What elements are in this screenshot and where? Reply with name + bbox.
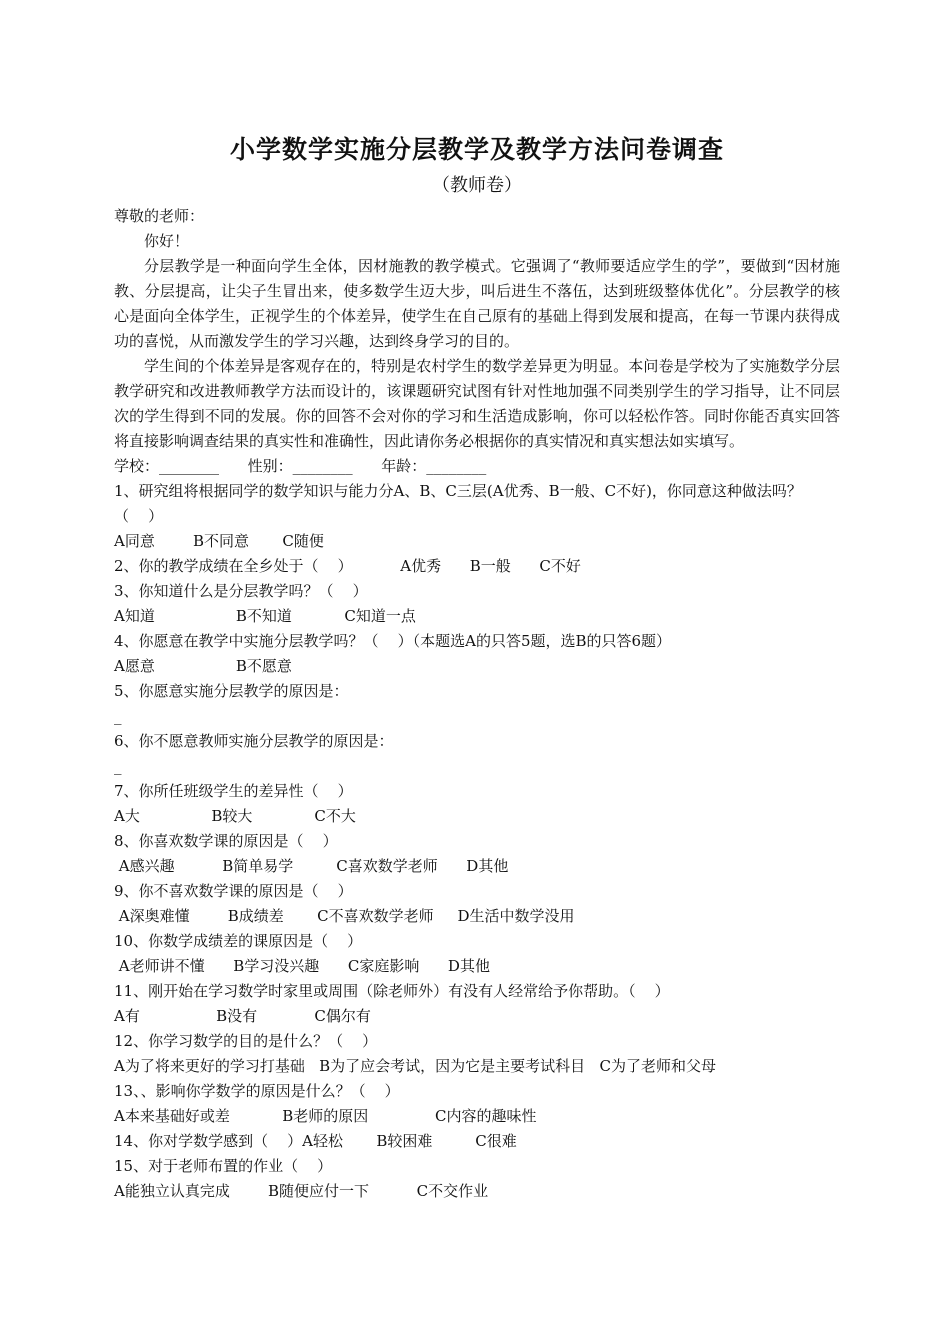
question-11-options: A有 B没有 C偶尔有 xyxy=(114,1007,371,1025)
question-6: 6、你不愿意教师实施分层教学的原因是： xyxy=(114,732,394,750)
question-11: 11、刚开始在学习数学时家里或周围（除老师外）有没有人经常给予你帮助。（ ） xyxy=(114,982,670,1000)
greeting: 尊敬的老师： xyxy=(114,207,205,225)
question-9: 9、你不喜欢数学课的原因是（ ） xyxy=(114,882,353,900)
question-3-options: A知道 B不知道 C知道一点 xyxy=(114,607,416,625)
question-15-options: A能独立认真完成 B随便应付一下 C不交作业 xyxy=(114,1182,489,1200)
document-title: 小学数学实施分层教学及教学方法问卷调查 xyxy=(229,135,724,164)
question-8-options: A感兴趣 B简单易学 C喜欢数学老师 D其他 xyxy=(114,857,509,875)
question-8: 8、你喜欢数学课的原因是（ ） xyxy=(114,832,338,850)
question-1-blank: （ ） xyxy=(114,507,164,525)
question-3: 3、你知道什么是分层教学吗？（ ） xyxy=(114,582,368,600)
question-13-options: A本来基础好或差 B老师的原因 C内容的趣味性 xyxy=(114,1107,537,1125)
question-14: 14、你对学数学感到（ ）A轻松 B较困难 C很难 xyxy=(114,1132,517,1150)
document-page xyxy=(114,130,840,1204)
question-9-options: A深奥难懂 B成绩差 C不喜欢数学老师 D生活中数学没用 xyxy=(114,907,575,925)
question-12-options: A为了将来更好的学习打基础 B为了应会考试，因为它是主要考试科目 C为了老师和父母 xyxy=(114,1057,716,1075)
document-subtitle: （教师卷） xyxy=(432,175,522,196)
intro-paragraph-1: 分层教学是一种面向学生全体，因材施教的教学模式。它强调了“教师要适应学生的学”，要做到“因材施教、分层提高，让尖子生冒出来，使多数学生迈大步，叫后进生不落伍，达到班级整体优化”。分层教学的核心是面向全体学生，正视学生的个体差异，使学生在自己原有的基础上得到发展和提高，在每一节课内获得成功的喜悦，从而激发学生的学习兴趣，达到终身学习的目的。 xyxy=(114,257,840,350)
question-12: 12、你学习数学的目的是什么？（ ） xyxy=(114,1032,378,1050)
question-7: 7、你所任班级学生的差异性（ ） xyxy=(114,782,353,800)
question-4-options: A愿意 B不愿意 xyxy=(114,657,292,675)
question-10-options: A老师讲不懂 B学习没兴趣 C家庭影响 D其他 xyxy=(114,957,490,975)
info-fields-line: 学校：________ 性别：________ 年龄：________ xyxy=(114,457,487,475)
question-2: 2、你的教学成绩在全乡处于（ ） A优秀 B一般 C不好 xyxy=(114,557,581,575)
hello-text: 你好！ xyxy=(144,232,190,250)
question-1: 1、研究组将根据同学的数学知识与能力分A、B、C三层(A优秀、B一般、C不好)，你同意这种做法吗？ xyxy=(114,482,802,500)
question-6-answer-line: _ xyxy=(114,757,122,775)
question-5: 5、你愿意实施分层教学的原因是： xyxy=(114,682,349,700)
question-4: 4、你愿意在教学中实施分层教学吗？（ ）（本题选A的只答5题，选B的只答6题） xyxy=(114,632,672,650)
question-7-options: A大 B较大 C不大 xyxy=(114,807,356,825)
question-5-answer-line: _ xyxy=(114,707,122,725)
question-15: 15、对于老师布置的作业（ ） xyxy=(114,1157,333,1175)
question-13: 13、、影响你学数学的原因是什么？（ ） xyxy=(114,1082,400,1100)
question-1-options: A同意 B不同意 C随便 xyxy=(114,532,324,550)
intro-paragraph-2: 学生间的个体差异是客观存在的，特别是农村学生的数学差异更为明显。本问卷是学校为了实施数学分层教学研究和改进教师教学方法而设计的，该课题研究试图有针对性地加强不同类别学生的学习指导，让不同层次的学生得到不同的发展。你的回答不会对你的学习和生活造成影响，你可以轻松作答。同时你能否真实回答将直接影响调查结果的真实性和准确性，因此请你务必根据你的真实情况和真实想法如实填写。 xyxy=(114,357,840,450)
question-10: 10、你数学成绩差的课原因是（ ） xyxy=(114,932,363,950)
